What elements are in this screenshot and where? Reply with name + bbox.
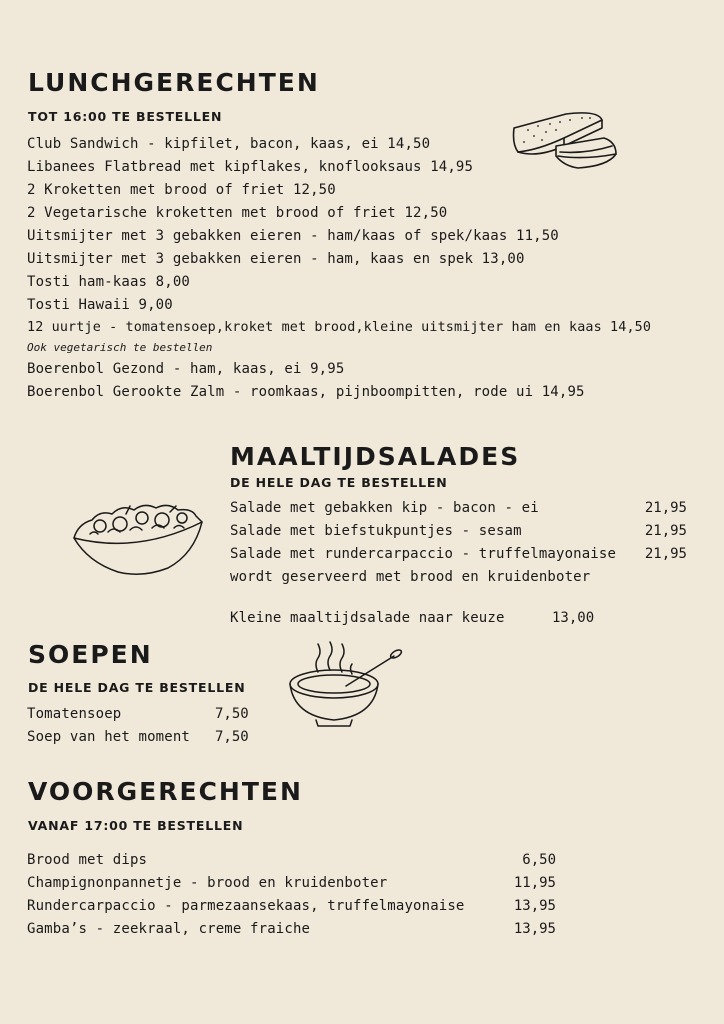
menu-item-price: 7,50	[215, 706, 249, 722]
menu-item-price: 13,00	[552, 610, 595, 626]
menu-item-name: Kleine maaltijdsalade naar keuze	[230, 610, 505, 626]
soups-title: SOEPEN	[28, 640, 153, 669]
salads-title: MAALTIJDSALADES	[230, 442, 521, 471]
menu-item: Tosti ham-kaas 8,00	[27, 274, 190, 290]
menu-item-name: Salade met gebakken kip - bacon - ei	[230, 500, 539, 516]
menu-item-price: 11,95	[513, 875, 556, 891]
served-note: wordt geserveerd met brood en kruidenboter	[230, 569, 591, 585]
menu-item-price: 13,95	[513, 898, 556, 914]
menu-item-price: 6,50	[522, 852, 556, 868]
vegetarian-note: Ook vegetarisch te bestellen	[27, 341, 213, 354]
menu-item-name: Gamba’s - zeekraal, creme fraiche	[27, 921, 311, 937]
menu-item-name: Salade met rundercarpaccio - truffelmayonaise	[230, 546, 617, 562]
menu-item: 2 Kroketten met brood of friet 12,50	[27, 182, 336, 198]
soups-subtitle: DE HELE DAG TE BESTELLEN	[28, 680, 246, 695]
starters-title: VOORGERECHTEN	[28, 777, 303, 806]
soup-bowl-icon	[286, 640, 404, 730]
menu-item: 2 Vegetarische kroketten met brood of friet 12,50	[27, 205, 448, 221]
menu-item-name: Champignonpannetje - brood en kruidenboter	[27, 875, 388, 891]
menu-item-price: 21,95	[644, 523, 687, 539]
menu-item-name: Tomatensoep	[27, 706, 122, 722]
menu-item: Club Sandwich - kipfilet, bacon, kaas, ei 14,50	[27, 136, 431, 152]
menu-item-price: 21,95	[644, 546, 687, 562]
menu-item: Boerenbol Gerookte Zalm - roomkaas, pijnboompitten, rode ui 14,95	[27, 384, 585, 400]
lunch-subtitle: TOT 16:00 TE BESTELLEN	[28, 109, 223, 124]
menu-item: Uitsmijter met 3 gebakken eieren - ham/kaas of spek/kaas 11,50	[27, 228, 559, 244]
menu-item-name: Rundercarpaccio - parmezaansekaas, truffelmayonaise	[27, 898, 465, 914]
menu-item-price: 7,50	[215, 729, 249, 745]
menu-item-name: Salade met biefstukpuntjes - sesam	[230, 523, 522, 539]
salads-subtitle: DE HELE DAG TE BESTELLEN	[230, 475, 448, 490]
salad-bowl-icon	[70, 498, 206, 580]
menu-item: Boerenbol Gezond - ham, kaas, ei 9,95	[27, 361, 345, 377]
menu-item-name: Soep van het moment	[27, 729, 190, 745]
menu-item-price: 13,95	[513, 921, 556, 937]
menu-item: Libanees Flatbread met kipflakes, knoflooksaus 14,95	[27, 159, 474, 175]
starters-subtitle: VANAF 17:00 TE BESTELLEN	[28, 818, 244, 833]
menu-item-price: 21,95	[644, 500, 687, 516]
menu-item: 12 uurtje - tomatensoep,kroket met brood,kleine uitsmijter ham en kaas 14,50	[27, 320, 652, 335]
lunch-title: LUNCHGERECHTEN	[28, 68, 320, 97]
sandwich-icon	[508, 108, 620, 178]
menu-item-name: Brood met dips	[27, 852, 148, 868]
menu-item: Tosti Hawaii 9,00	[27, 297, 173, 313]
menu-item: Uitsmijter met 3 gebakken eieren - ham, kaas en spek 13,00	[27, 251, 525, 267]
